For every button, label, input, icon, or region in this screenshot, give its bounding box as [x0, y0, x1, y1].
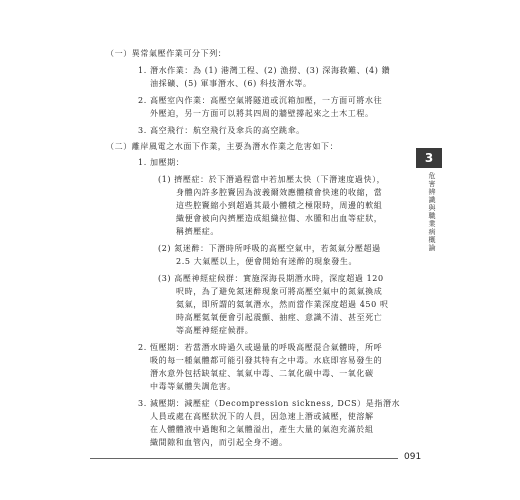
sub-item-cont: 這些腔竇縮小到超過其最小體積之極限時，周邊的軟組 — [176, 201, 383, 210]
sub-item-cont: 氦氣，即所謂的氦氧潛水，然而當作業深度超過 450 呎 — [176, 300, 389, 309]
sub-item-cont: 等高壓神經症候群。 — [176, 326, 254, 335]
chapter-number-tab: 3 — [416, 148, 442, 168]
list-item: 3. 減壓期：減壓症（Decompression sickness, DCS）是指潛水 — [138, 399, 401, 408]
section-heading: （二）離岸風電之水面下作業，主要為潛水作業之危害如下： — [106, 142, 339, 151]
sub-item: (1) 擠壓症：於下潛過程當中若加壓太快（下潛速度過快）， — [158, 175, 386, 184]
list-item-cont: 油採礦、(5) 軍事潛水、(6) 科技潛水等。 — [150, 79, 312, 88]
sub-item-cont: 呎時，為了避免氮迷醉現象可將高壓空氣中的氮氣換成 — [176, 287, 383, 296]
list-item: 2. 恆壓期：若當潛水時過久或過量的呼吸高壓混合氣體時，所呼 — [138, 343, 383, 352]
list-item-cont: 中毒等氣體失調危害。 — [150, 382, 236, 391]
sub-item-cont: 織便會被向內擠壓造成組織拉傷、水腫和出血等症狀， — [176, 214, 383, 223]
list-item-cont: 人員或處在高壓狀況下的人員，因急速上潛或減壓，使溶解 — [150, 412, 374, 421]
page-number: 091 — [404, 452, 422, 462]
list-item-cont: 吸的每一種氣體都可能引發其特有之中毒。水底即容易發生的 — [150, 356, 383, 365]
list-item: 1. 加壓期： — [138, 158, 185, 167]
footer-divider — [90, 458, 398, 459]
list-item: 3. 高空飛行：航空飛行及傘兵的高空跳傘。 — [138, 126, 305, 135]
sub-item: (2) 氮迷醉：下潛時所呼吸的高壓空氣中，若氮氣分壓超過 — [158, 244, 381, 253]
list-item-cont: 織間隙和血管內，而引起全身不適。 — [150, 438, 288, 447]
chapter-title: 危害辨識與職業病概論 — [428, 172, 436, 252]
section-heading: （一）異常氣壓作業可分下列： — [106, 49, 227, 58]
sub-item-cont: 身體內許多腔竇因為波義爾效應體積會快速的收縮，當 — [176, 188, 383, 197]
sub-item-cont: 2.5 大氣壓以上，便會開始有迷醉的現象發生。 — [176, 257, 358, 266]
list-item: 2. 高壓室內作業：高壓空氣將隧道或沉箱加壓，一方面可將水往 — [138, 96, 383, 105]
list-item-cont: 外壓迫，另一方面可以將其四周的牆壁撐起來之土木工程。 — [150, 109, 374, 118]
list-item-cont: 潛水意外包括缺氧症、氧氣中毒、二氧化碳中毒、一氧化碳 — [150, 369, 374, 378]
sub-item-cont: 稱擠壓症。 — [176, 227, 219, 236]
list-item-cont: 在人體體液中過飽和之氣體溢出，產生大量的氣泡充滿於組 — [150, 425, 374, 434]
sub-item-cont: 時高壓氦氧便會引起震顫、抽痙、意識不清、甚至死亡 — [176, 313, 383, 322]
list-item: 1. 潛水作業：為 (1) 港灣工程、(2) 漁撈、(3) 深海救難、(4) 鑽 — [138, 66, 391, 75]
sub-item: (3) 高壓神經症候群：實施深海長期潛水時，深度超過 120 — [158, 274, 384, 283]
